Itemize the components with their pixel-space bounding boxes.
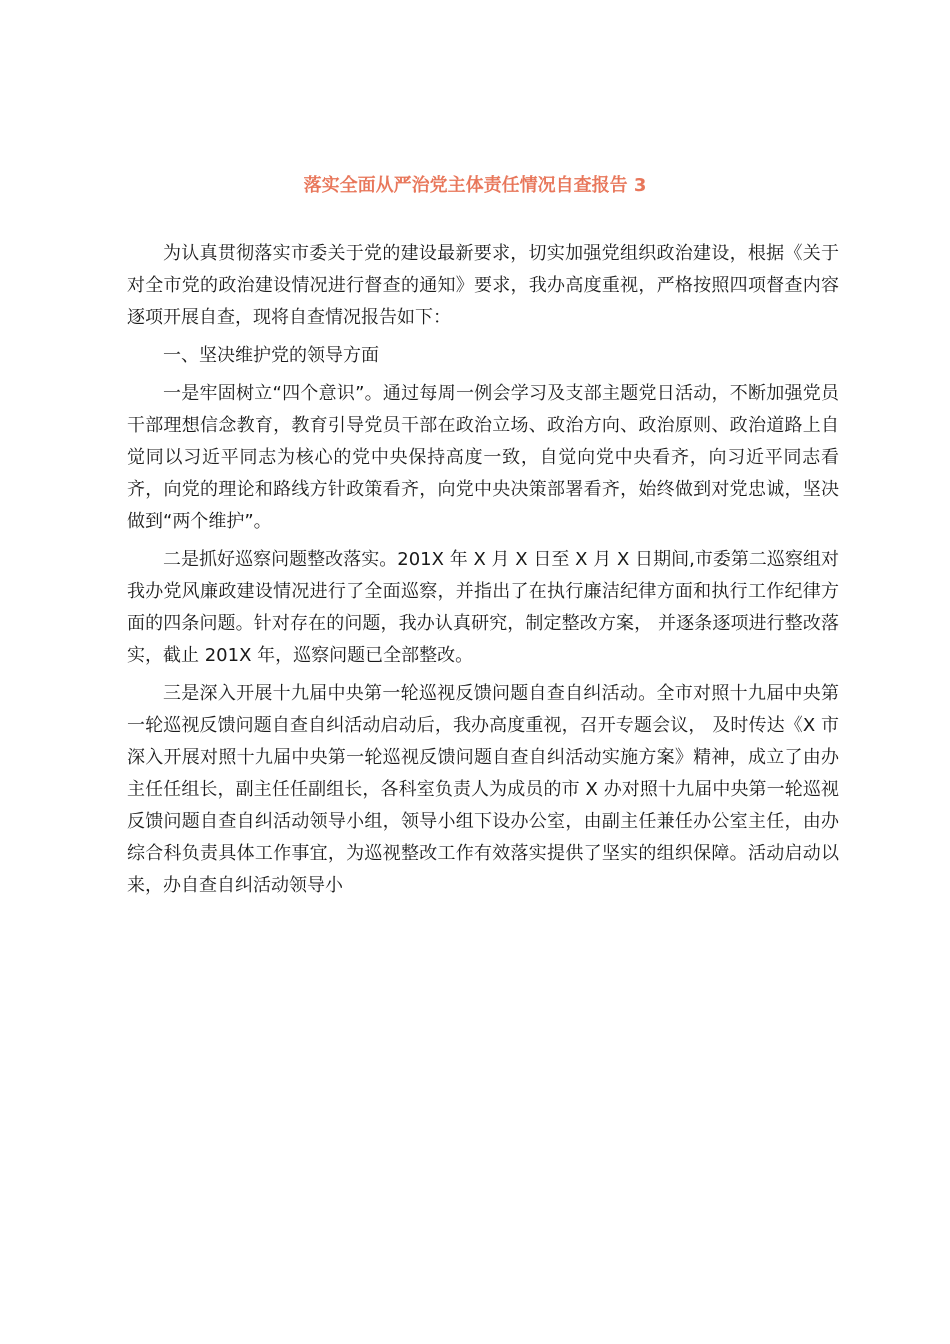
paragraph-point-2: 二是抓好巡察问题整改落实。201X 年 X 月 X 日至 X 月 X 日期间,市委第二巡察组对我办党风廉政建设情况进行了全面巡察，并指出了在执行廉洁纪律方面和执行工作纪律方面的四条问题。针对存在的问题，我办认真研究，制定整改方案， 并逐条逐项进行整改落实，截止 201X 年，巡察问题已全部整改。 bbox=[127, 549, 839, 666]
document-title: 落实全面从严治党主体责任情况自查报告 3 bbox=[303, 175, 647, 196]
paragraph-intro: 为认真贯彻落实市委关于党的建设最新要求，切实加强党组织政治建设，根据《关于对全市党的政治建设情况进行督查的通知》要求，我办高度重视，严格按照四项督查内容逐项开展自查，现将自查情况报告如下： bbox=[127, 243, 839, 328]
section-heading: 一、坚决维护党的领导方面 bbox=[163, 345, 379, 366]
paragraph-point-3: 三是深入开展十九届中央第一轮巡视反馈问题自查自纠活动。全市对照十九届中央第一轮巡视反馈问题自查自纠活动启动后，我办高度重视，召开专题会议， 及时传达《X 市深入开展对照十九届中央第一轮巡视反馈问题自查自纠活动实施方案》精神，成立了由办主任任组长，副主任任副组长，各科室负责人为成员的市 X 办对照十九届中央第一轮巡视反馈问题自查自纠活动领导小组，领导小组下设办公室，由副主任兼任办公室主任，由办综合科负责具体工作事宜，为巡视整改工作有效落实提供了坚实的组织保障。活动启动以来，办自查自纠活动领导小 bbox=[127, 683, 839, 896]
paragraph-point-1: 一是牢固树立“四个意识”。通过每周一例会学习及支部主题党日活动，不断加强党员干部理想信念教育，教育引导党员干部在政治立场、政治方向、政治原则、政治道路上自觉同以习近平同志为核心的党中央保持高度一致，自觉向党中央看齐，向习近平同志看齐，向党的理论和路线方针政策看齐，向党中央决策部署看齐，始终做到对党忠诚，坚决做到“两个维护”。 bbox=[127, 383, 839, 532]
document-body bbox=[127, 238, 839, 902]
